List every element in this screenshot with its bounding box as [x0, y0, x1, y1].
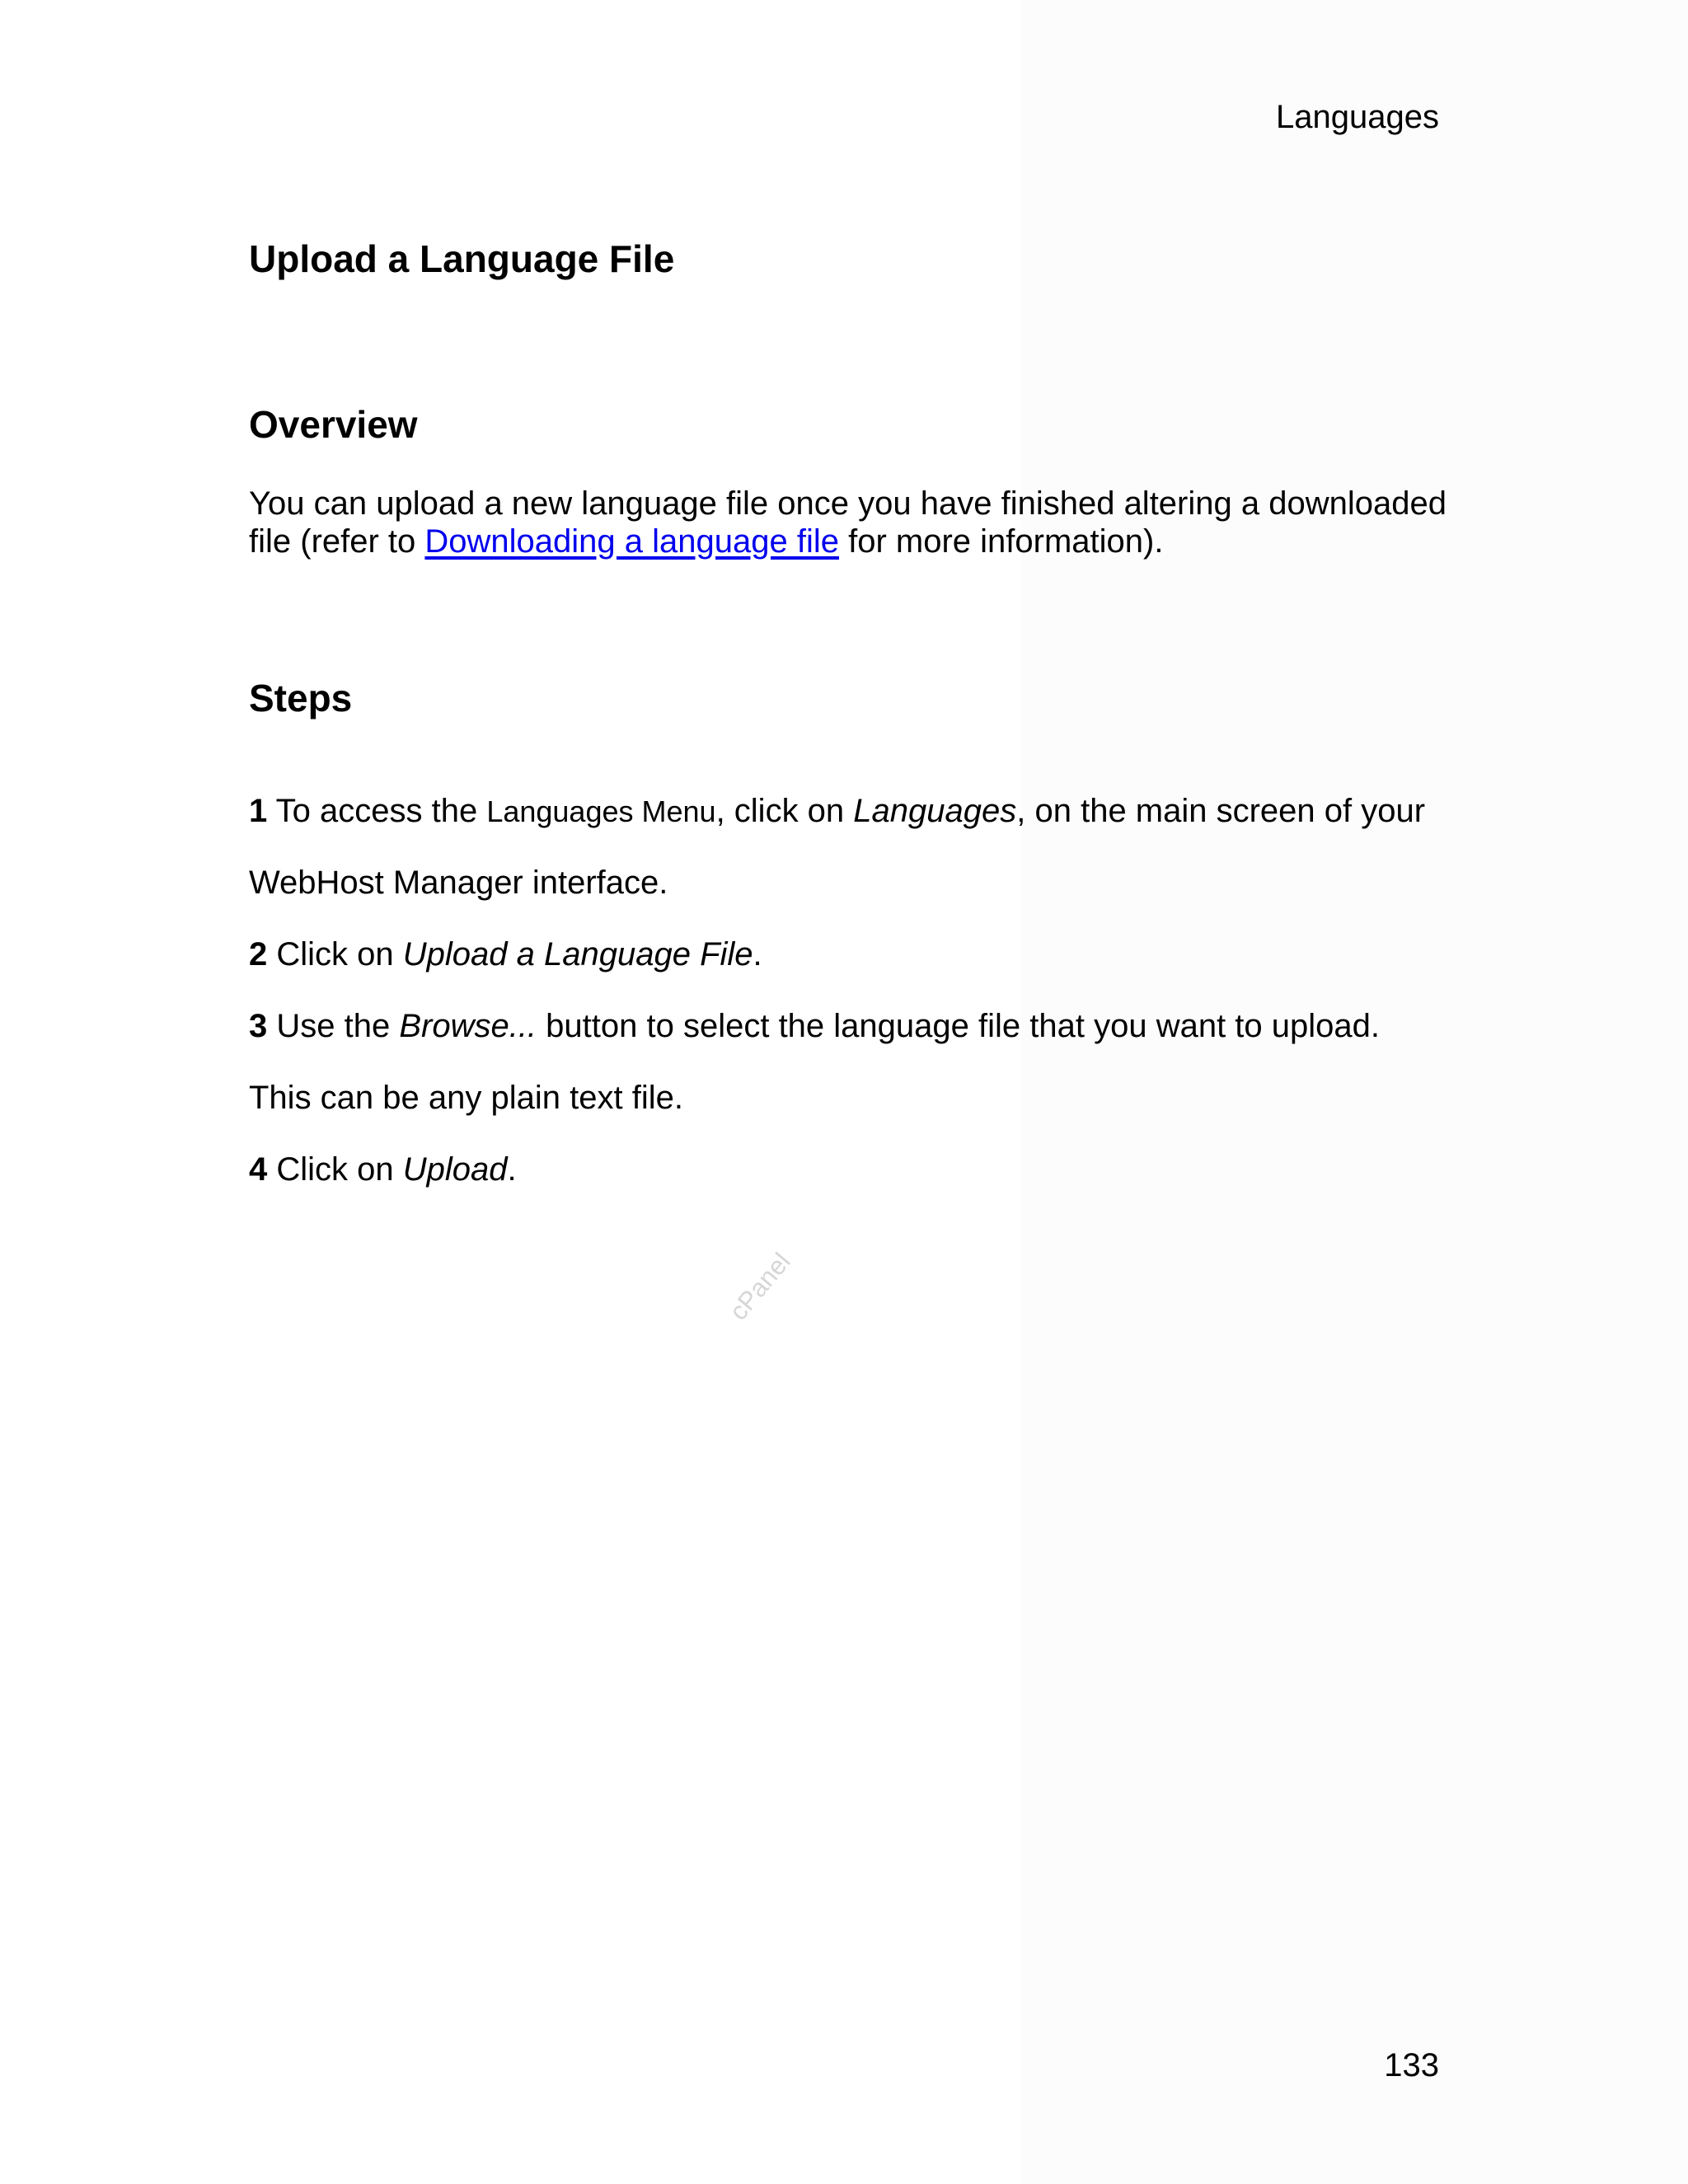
step-text: .: [507, 1151, 517, 1188]
step-1-continuation: WebHost Manager interface.: [249, 865, 668, 901]
step-text: Click on: [267, 936, 403, 972]
step-4: [249, 1150, 517, 1189]
step-3: [249, 1006, 1380, 1046]
downloading-language-file-link[interactable]: Downloading a language file: [424, 523, 840, 560]
step-1: [249, 791, 1425, 832]
page-number: 133: [1384, 2047, 1439, 2083]
step-text: Click on: [267, 1151, 403, 1188]
step-number: 2: [249, 936, 268, 972]
overview-text-before-link: You can upload a new language file once you have finished altering a downloaded file (refer to: [249, 485, 1447, 560]
page-background-shade: [1022, 0, 1688, 2184]
languages-menu-label: Languages Menu: [486, 794, 716, 828]
languages-emphasis: Languages: [853, 793, 1017, 829]
browse-emphasis: Browse...: [399, 1008, 537, 1044]
step-number: 1: [249, 793, 268, 829]
step-number: 3: [249, 1008, 268, 1044]
step-text: , click on: [715, 793, 854, 829]
overview-paragraph: [249, 485, 1452, 560]
running-header: Languages: [1276, 99, 1439, 135]
step-3-continuation: This can be any plain text file.: [249, 1080, 683, 1116]
step-text: To access the: [267, 793, 487, 829]
upload-emphasis: Upload: [402, 1151, 508, 1188]
step-text: .: [753, 936, 762, 972]
steps-heading: Steps: [249, 677, 353, 719]
overview-heading: Overview: [249, 403, 418, 446]
step-number: 4: [249, 1151, 268, 1188]
step-text: , on the main screen of your: [1016, 793, 1426, 829]
page-title: Upload a Language File: [249, 237, 675, 280]
step-text: button to select the language file that you want to upload.: [537, 1008, 1380, 1044]
cpanel-watermark: cPanel: [724, 1247, 796, 1326]
overview-text-after-link: for more information).: [839, 523, 1164, 560]
upload-language-file-emphasis: Upload a Language File: [402, 936, 753, 972]
step-2: [249, 935, 762, 974]
step-text: Use the: [267, 1008, 400, 1044]
